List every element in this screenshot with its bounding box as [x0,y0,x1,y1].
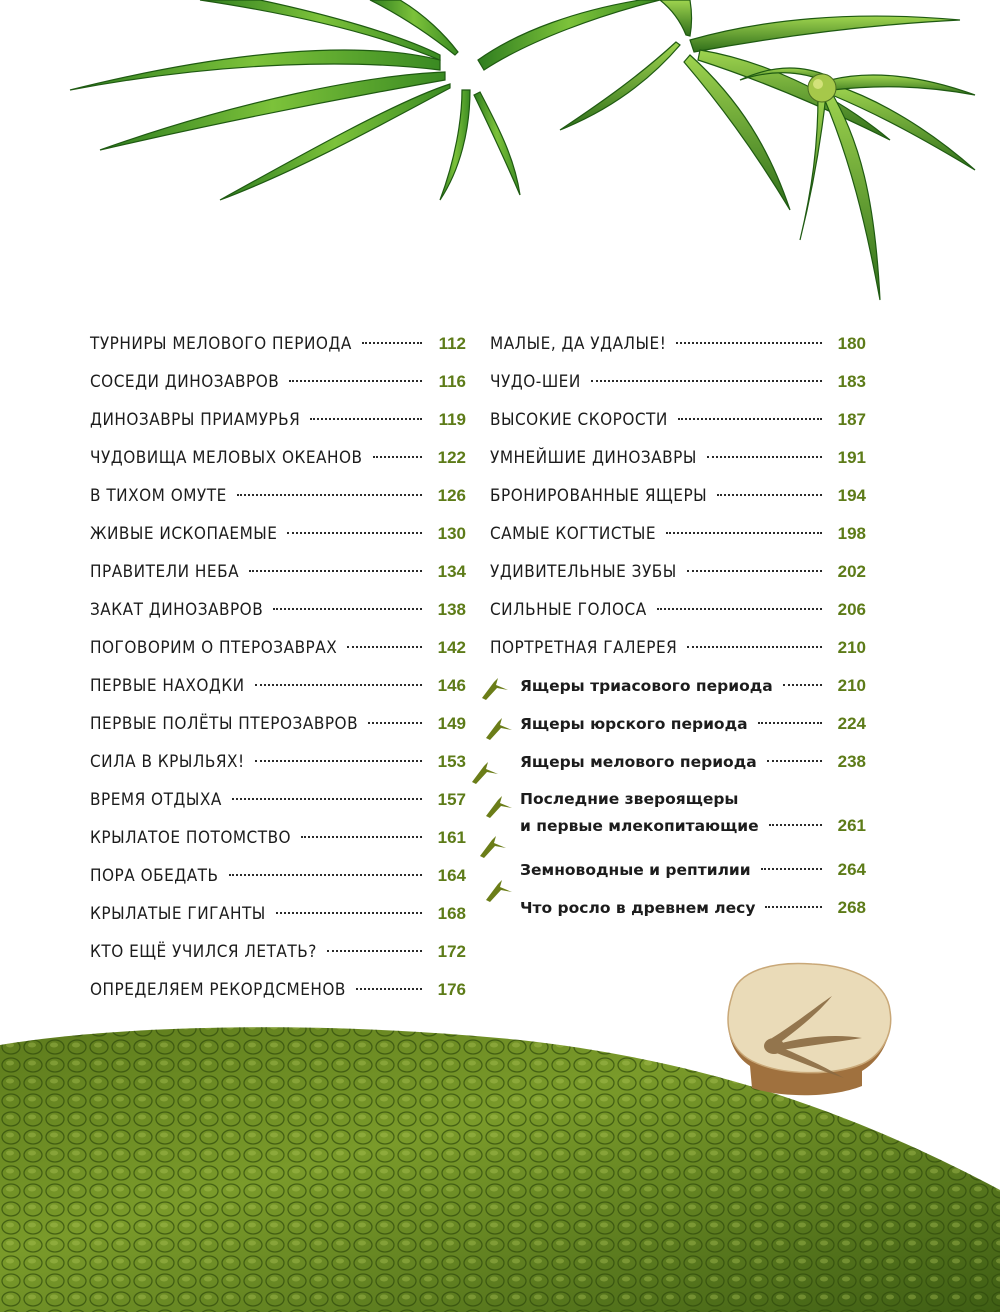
dot-leader [362,342,422,344]
dot-leader [758,722,822,724]
entry-title: ЗАКАТ ДИНОЗАВРОВ [90,600,264,620]
toc-entry[interactable] [90,971,466,1009]
dot-leader [255,684,422,686]
entry-title: ДИНОЗАВРЫ ПРИАМУРЬЯ [90,410,301,430]
page-number: 146 [437,676,466,695]
page-number: 130 [437,524,466,543]
toc-entry[interactable] [90,743,466,781]
entry-title: ПОРА ОБЕДАТЬ [90,866,219,886]
subentry-title: Ящеры триасового периода [520,677,773,695]
toc-entry[interactable] [90,781,466,819]
entry-title: КРЫЛАТЫЕ ГИГАНТЫ [90,904,266,924]
entry-title: ПОРТРЕТНАЯ ГАЛЕРЕЯ [490,638,678,658]
toc-entry[interactable] [90,933,466,971]
toc-entry[interactable] [90,553,466,591]
page-number: 126 [437,486,466,505]
page-number: 172 [437,942,466,961]
page-number: 206 [837,600,866,619]
toc-subentry[interactable] [520,705,866,743]
toc-entry[interactable] [490,439,866,477]
page-number: 164 [437,866,466,885]
dot-leader [287,532,422,534]
subentry-title-line1: Последние звероящеры [520,790,739,808]
toc-entry[interactable] [490,629,866,667]
page-number: 224 [837,714,866,733]
palm-leaves-illustration [0,0,1000,310]
entry-title: БРОНИРОВАННЫЕ ЯЩЕРЫ [490,486,708,506]
page-number: 183 [837,372,866,391]
dot-leader [761,868,822,870]
page-number: 191 [837,448,866,467]
dot-leader [666,532,822,534]
entry-title: ПЕРВЫЕ НАХОДКИ [90,676,245,696]
entry-title: ЧУДОВИЩА МЕЛОВЫХ ОКЕАНОВ [90,448,363,468]
page-number: 176 [437,980,466,999]
entry-title: ТУРНИРЫ МЕЛОВОГО ПЕРИОДА [90,334,352,354]
entry-title: УДИВИТЕЛЬНЫЕ ЗУБЫ [490,562,677,582]
dot-leader [310,418,422,420]
toc-entry[interactable] [90,629,466,667]
dot-leader [591,380,822,382]
dot-leader [767,760,822,762]
toc-entry[interactable] [90,515,466,553]
subentry-title: Ящеры мелового периода [520,753,757,771]
dot-leader [769,824,822,826]
subentry-title-line2: и первые млекопитающие [520,817,759,835]
entry-title: В ТИХОМ ОМУТЕ [90,486,227,506]
toc-subentry[interactable] [520,889,866,927]
dot-leader [717,494,822,496]
page-number: 168 [437,904,466,923]
page-number: 261 [837,816,866,835]
page-number: 202 [837,562,866,581]
page-number: 149 [437,714,466,733]
toc-left-column [90,325,466,1009]
dot-leader [255,760,422,762]
pterosaur-silhouette-icon [484,878,514,904]
toc-entry[interactable] [490,401,866,439]
dot-leader [249,570,422,572]
toc-entry[interactable] [90,591,466,629]
dot-leader [301,836,422,838]
dot-leader [237,494,422,496]
entry-title: ПЕРВЫЕ ПОЛЁТЫ ПТЕРОЗАВРОВ [90,714,359,734]
subentry-title: Ящеры юрского периода [520,715,748,733]
entry-title: ВЫСОКИЕ СКОРОСТИ [490,410,668,430]
page-number: 112 [438,334,466,353]
entry-title: ПОГОВОРИМ О ПТЕРОЗАВРАХ [90,638,338,658]
entry-title: СИЛА В КРЫЛЬЯХ! [90,752,245,772]
pterosaur-silhouette-icon [470,760,500,786]
page-number: 138 [437,600,466,619]
entry-title: МАЛЫЕ, ДА УДАЛЫЕ! [490,334,667,354]
page-number: 161 [437,828,466,847]
dot-leader [373,456,422,458]
page-number: 134 [437,562,466,581]
toc-entry[interactable] [490,553,866,591]
toc-entry[interactable] [490,515,866,553]
dot-leader [687,646,822,648]
entry-title: ЖИВЫЕ ИСКОПАЕМЫЕ [90,524,278,544]
toc-entry[interactable] [90,667,466,705]
dot-leader [678,418,822,420]
toc-entry[interactable] [90,705,466,743]
toc-entry[interactable] [90,439,466,477]
dot-leader [368,722,422,724]
dot-leader [657,608,822,610]
pterosaur-silhouette-icon [478,834,508,860]
subentry-title: Земноводные и рептилии [520,861,751,879]
entry-title: ВРЕМЯ ОТДЫХА [90,790,222,810]
page-number: 187 [837,410,866,429]
page-number: 122 [437,448,466,467]
page-number: 210 [837,638,866,657]
page-number: 198 [837,524,866,543]
dot-leader [273,608,422,610]
page-number: 142 [437,638,466,657]
toc-entry[interactable] [490,363,866,401]
toc-entry[interactable] [490,591,866,629]
dot-leader [783,684,822,686]
pterosaur-silhouette-icon [484,716,514,742]
toc-right-column [490,325,866,667]
fossil-footprint-illustration [712,956,902,1102]
page-number: 153 [437,752,466,771]
page-number: 119 [438,410,466,429]
toc-entry[interactable] [90,895,466,933]
subentry-title: Что росло в древнем лесу [520,899,756,917]
page-number: 238 [837,752,866,771]
entry-title: САМЫЕ КОГТИСТЫЕ [490,524,657,544]
dot-leader [707,456,822,458]
entry-title: ЧУДО-ШЕИ [490,372,581,392]
dot-leader [229,874,422,876]
toc-entry[interactable] [90,819,466,857]
page-number: 210 [837,676,866,695]
entry-title: КТО ЕЩЁ УЧИЛСЯ ЛЕТАТЬ? [90,942,317,962]
pterosaur-silhouette-icon [480,676,510,702]
entry-title: СИЛЬНЫЕ ГОЛОСА [490,600,647,620]
dot-leader [687,570,822,572]
toc-subentry[interactable] [520,667,866,705]
toc-entry[interactable] [490,325,866,363]
dot-leader [676,342,822,344]
toc-entry[interactable] [90,857,466,895]
dot-leader [289,380,422,382]
entry-title: ПРАВИТЕЛИ НЕБА [90,562,240,582]
dot-leader [356,988,422,990]
entry-title: СОСЕДИ ДИНОЗАВРОВ [90,372,280,392]
entry-title: УМНЕЙШИЕ ДИНОЗАВРЫ [490,448,697,468]
page-number: 264 [837,860,866,879]
page-number: 180 [837,334,866,353]
toc-entry[interactable] [90,401,466,439]
pterosaur-silhouette-icon [484,794,514,820]
dot-leader [765,906,822,908]
toc-subentry[interactable] [520,743,866,781]
toc-entry[interactable] [90,477,466,515]
toc-subentry[interactable] [520,786,866,840]
page-number: 157 [437,790,466,809]
page-number: 194 [837,486,866,505]
entry-title: ОПРЕДЕЛЯЕМ РЕКОРДСМЕНОВ [90,980,346,1000]
dot-leader [347,646,422,648]
dot-leader [327,950,422,952]
dot-leader [276,912,422,914]
toc-entry[interactable] [90,325,466,363]
page-number: 268 [837,898,866,917]
page-number: 116 [438,372,466,391]
dot-leader [232,798,422,800]
entry-title: КРЫЛАТОЕ ПОТОМСТВО [90,828,292,848]
toc-subentry[interactable] [520,851,866,889]
toc-entry[interactable] [490,477,866,515]
toc-entry[interactable] [90,363,466,401]
